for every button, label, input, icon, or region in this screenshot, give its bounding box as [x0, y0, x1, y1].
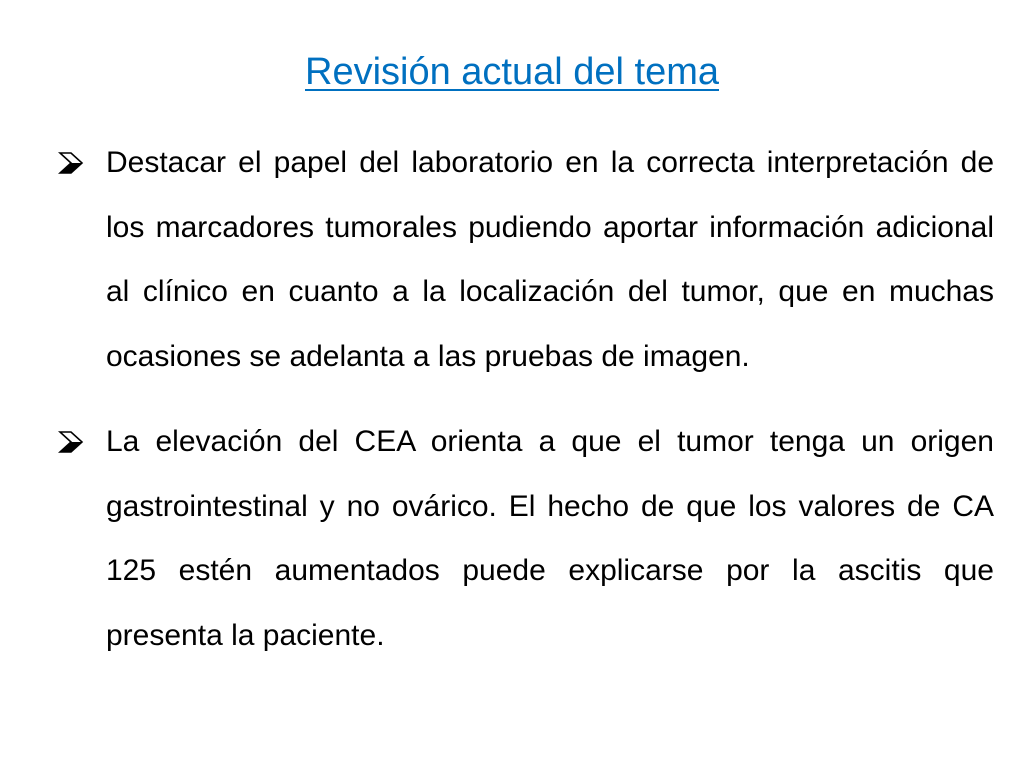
arrow-bullet-icon — [58, 429, 84, 455]
bullet-text: La elevación del CEA orienta a que el tumor tenga un origen gastrointestinal y no ovárico. El hecho de que los valores de CA 125 estén aumentados puede explicarse por la ascitis que presenta la paciente. — [106, 425, 994, 652]
bullet-item — [58, 131, 994, 389]
bullet-item — [58, 410, 994, 668]
bullet-list — [58, 131, 994, 689]
bullet-text: Destacar el papel del laboratorio en la correcta interpretación de los marcadores tumorales pudiendo aportar información adicional al clínico en cuanto a la localización del tumor, que en muchas ocasiones se adelanta a las pruebas de imagen. — [106, 146, 994, 373]
slide-title: Revisión actual del tema — [305, 51, 719, 93]
arrow-bullet-icon — [58, 150, 84, 176]
